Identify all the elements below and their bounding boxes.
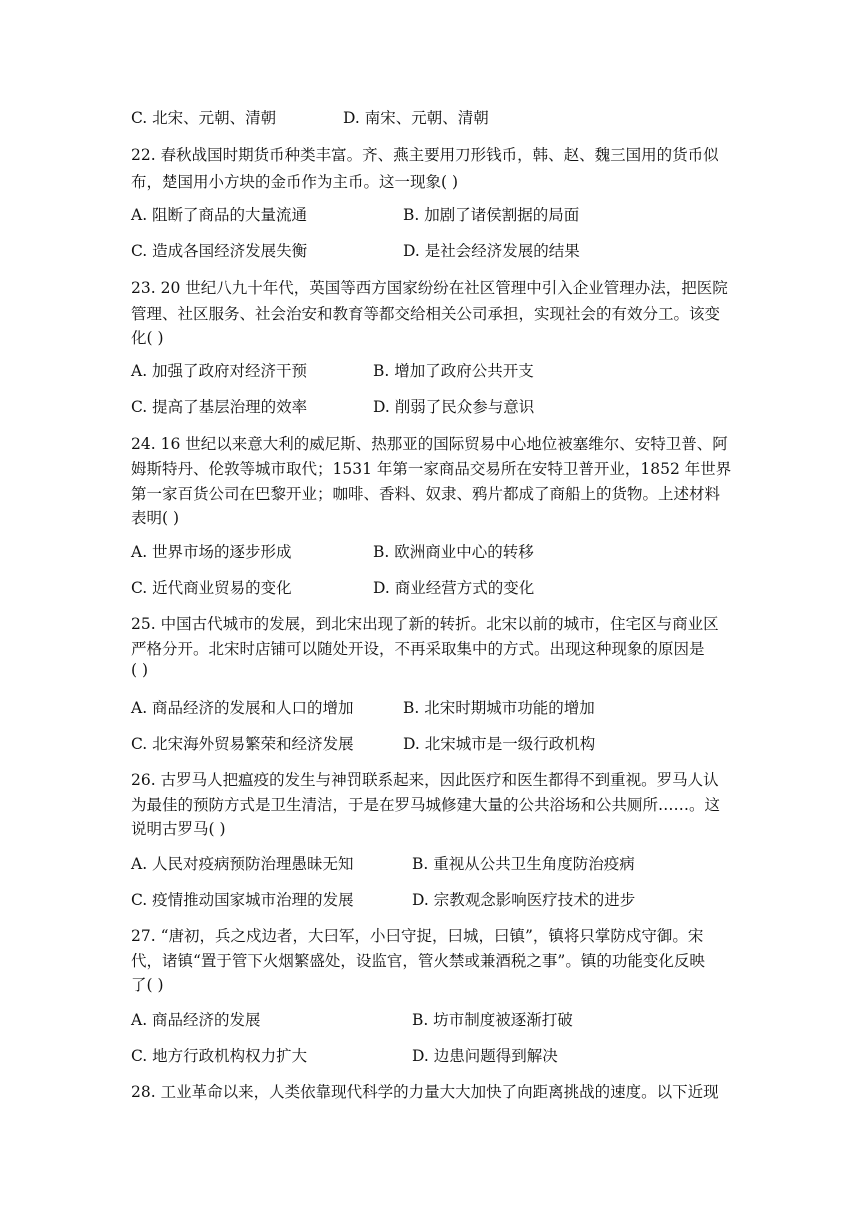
q27-option-d: D. 边患问题得到解决	[412, 1047, 558, 1065]
q25-option-a: A. 商品经济的发展和人口的增加	[131, 699, 354, 717]
q24-option-a: A. 世界市场的逐步形成	[131, 543, 292, 561]
q27-stem-line-3: 了( )	[131, 976, 164, 994]
q22-option-a: A. 阻断了商品的大量流通	[131, 206, 308, 224]
q26-option-b: B. 重视从公共卫生角度防治疫病	[412, 855, 635, 873]
q26-option-c: C. 疫情推动国家城市治理的发展	[131, 891, 354, 909]
q25-stem-line-1: 25. 中国古代城市的发展，到北宋出现了新的转折。北宋以前的城市，住宅区与商业区	[131, 615, 719, 633]
q25-option-b: B. 北宋时期城市功能的增加	[403, 699, 595, 717]
q24-stem-line-3: 第一家百货公司在巴黎开业；咖啡、香料、奴隶、鸦片都成了商船上的货物。上述材料	[131, 485, 721, 503]
q27-option-a: A. 商品经济的发展	[131, 1011, 261, 1029]
q26-option-a: A. 人民对疫病预防治理愚昧无知	[131, 855, 354, 873]
q22-option-c: C. 造成各国经济发展失衡	[131, 242, 308, 260]
q23-option-a: A. 加强了政府对经济干预	[131, 362, 308, 380]
q23-stem-line-2: 管理、社区服务、社会治安和教育等都交给相关公司承担，实现社会的有效分工。该变	[131, 305, 721, 323]
q23-option-d: D. 削弱了民众参与意识	[373, 398, 535, 416]
q26-stem-line-2: 为最佳的预防方式是卫生清洁，于是在罗马城修建大量的公共浴场和公共厕所……。这	[131, 796, 721, 814]
q27-stem-line-1: 27. “唐初，兵之戍边者，大曰军，小曰守捉，曰城，曰镇”，镇将只掌防戍守御。宋	[131, 927, 704, 945]
q23-option-b: B. 增加了政府公共开支	[373, 362, 534, 380]
q22-stem-line-2: 布，楚国用小方块的金币作为主币。这一现象( )	[131, 173, 459, 191]
q28-stem-line-1: 28. 工业革命以来，人类依靠现代科学的力量大大加快了向距离挑战的速度。以下近现	[131, 1083, 719, 1101]
q22-option-d: D. 是社会经济发展的结果	[403, 242, 580, 260]
q27-stem-line-2: 代，诸镇“置于管下火烟繁盛处，设监官，管火禁或兼酒税之事”。镇的功能变化反映	[131, 952, 705, 970]
q24-stem-line-4: 表明( )	[131, 509, 180, 527]
q21-option-d: D. 南宋、元朝、清朝	[343, 109, 489, 127]
q23-stem-line-3: 化( )	[131, 329, 164, 347]
q24-option-c: C. 近代商业贸易的变化	[131, 579, 292, 597]
q25-stem-line-2: 严格分开。北宋时店铺可以随处开设，不再采取集中的方式。出现这种现象的原因是	[131, 640, 705, 658]
q23-stem-line-1: 23. 20 世纪八九十年代，英国等西方国家纷纷在社区管理中引入企业管理办法，把医院	[131, 279, 728, 297]
q25-option-d: D. 北宋城市是一级行政机构	[403, 735, 596, 753]
q24-option-d: D. 商业经营方式的变化	[373, 579, 535, 597]
q23-option-c: C. 提高了基层治理的效率	[131, 398, 308, 416]
q26-option-d: D. 宗教观念影响医疗技术的进步	[412, 891, 636, 909]
q22-stem-line-1: 22. 春秋战国时期货币种类丰富。齐、燕主要用刀形钱币，韩、赵、魏三国用的货币似	[131, 146, 719, 164]
q27-option-b: B. 坊市制度被逐渐打破	[412, 1011, 573, 1029]
q25-stem-line-3: ( )	[131, 661, 149, 679]
q26-stem-line-3: 说明古罗马( )	[131, 820, 226, 838]
q25-option-c: C. 北宋海外贸易繁荣和经济发展	[131, 735, 354, 753]
q24-option-b: B. 欧洲商业中心的转移	[373, 543, 534, 561]
q22-option-b: B. 加剧了诸侯割据的局面	[403, 206, 580, 224]
q21-option-c: C. 北宋、元朝、清朝	[131, 109, 277, 127]
q24-stem-line-2: 姆斯特丹、伦敦等城市取代；1531 年第一家商品交易所在安特卫普开业，1852 年世界	[131, 460, 732, 478]
q27-option-c: C. 地方行政机构权力扩大	[131, 1047, 308, 1065]
q24-stem-line-1: 24. 16 世纪以来意大利的威尼斯、热那亚的国际贸易中心地位被塞维尔、安特卫普、阿	[131, 435, 728, 453]
q26-stem-line-1: 26. 古罗马人把瘟疫的发生与神罚联系起来，因此医疗和医生都得不到重视。罗马人认	[131, 771, 719, 789]
